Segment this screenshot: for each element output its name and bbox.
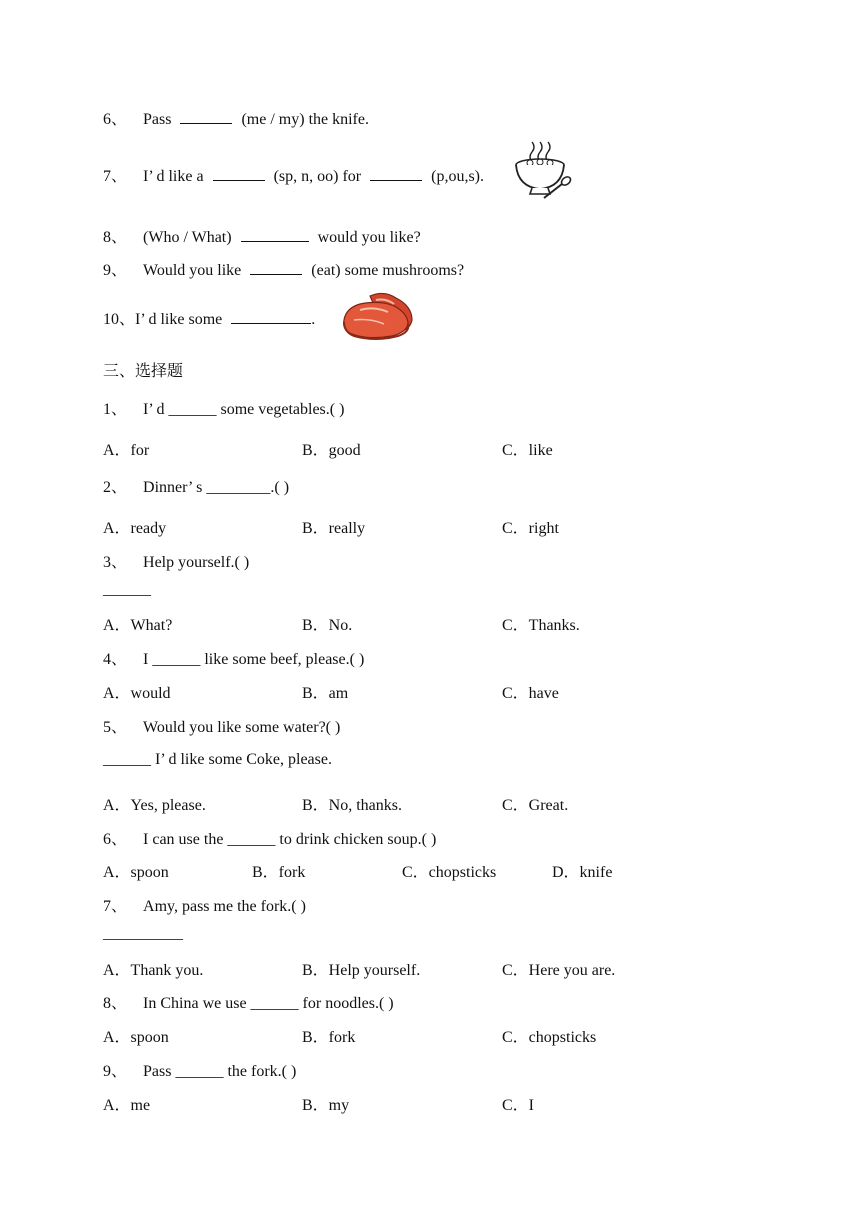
question-number: 8、: [103, 229, 128, 246]
question-stem: Would you like some water?( ): [143, 719, 341, 736]
question-number: 4、: [103, 651, 128, 668]
option-b[interactable]: B．No.: [302, 617, 353, 634]
option-b[interactable]: B．No, thanks.: [302, 797, 403, 814]
answer-blank[interactable]: [370, 168, 422, 181]
option-a[interactable]: A．would: [103, 685, 171, 702]
fill-question-9: [103, 257, 464, 280]
question-stem: In China we use ______ for noodles.( ): [143, 995, 394, 1012]
mc-question-5: [103, 714, 340, 737]
option-c[interactable]: C．chopsticks: [502, 1029, 597, 1046]
option-a[interactable]: A．for: [103, 442, 150, 459]
option-b[interactable]: B．really: [302, 520, 366, 537]
answer-line[interactable]: __________: [103, 925, 183, 942]
question-hint: (me / my) the knife.: [241, 111, 369, 128]
answer-blank[interactable]: [241, 229, 309, 242]
option-c[interactable]: C．Here you are.: [502, 962, 616, 979]
question-text: would you like?: [317, 229, 421, 246]
question-stem: Dinner’ s ________.( ): [143, 479, 290, 496]
answer-line[interactable]: ______ I’ d like some Coke, please.: [103, 751, 332, 768]
question-stem: I ______ like some beef, please.( ): [143, 651, 365, 668]
mc-question-6: [103, 826, 436, 849]
mc-question-8: [103, 990, 394, 1013]
question-hint: (sp, n, oo) for: [273, 168, 362, 185]
option-c[interactable]: C．Great.: [502, 797, 569, 814]
section-title: 三、选择题: [103, 363, 184, 380]
question-text: I’ d like some: [135, 311, 223, 328]
question-number: 2、: [103, 479, 128, 496]
question-number: 7、: [103, 898, 128, 915]
question-number: 6、: [103, 831, 128, 848]
question-number: 9、: [103, 1063, 128, 1080]
question-stem: Pass ______ the fork.( ): [143, 1063, 297, 1080]
question-text: (eat) some mushrooms?: [311, 262, 465, 279]
question-text: .: [311, 311, 316, 328]
option-d[interactable]: D．knife: [552, 864, 613, 881]
answer-blank[interactable]: [231, 311, 311, 324]
option-b[interactable]: B．fork: [302, 1029, 356, 1046]
question-stem: I’ d ______ some vegetables.( ): [143, 401, 345, 418]
mc-question-4: [103, 646, 364, 669]
question-text: I’ d like a: [143, 168, 204, 185]
question-hint: (p,ou,s).: [431, 168, 485, 185]
option-b[interactable]: B．Help yourself.: [302, 962, 421, 979]
fill-question-6: [103, 106, 369, 129]
fill-question-10: [103, 306, 315, 329]
fill-question-8: [103, 224, 421, 247]
beef-picture: [340, 290, 416, 342]
mc-question-1: [103, 396, 344, 419]
option-b[interactable]: B．am: [302, 685, 349, 702]
question-stem: Help yourself.( ): [143, 554, 250, 571]
soup-bowl-picture: [510, 138, 574, 206]
question-stem: I can use the ______ to drink chicken soup.( ): [143, 831, 437, 848]
question-number: 6、: [103, 111, 128, 128]
question-text: Pass: [143, 111, 172, 128]
mc-question-2: [103, 474, 289, 497]
question-number: 10、: [103, 311, 136, 328]
option-a[interactable]: A．Yes, please.: [103, 797, 206, 814]
question-number: 9、: [103, 262, 128, 279]
answer-blank[interactable]: [213, 168, 265, 181]
question-number: 7、: [103, 168, 128, 185]
option-a[interactable]: A．Thank you.: [103, 962, 204, 979]
mc-question-7: [103, 893, 306, 916]
option-b[interactable]: B．good: [302, 442, 361, 459]
option-c[interactable]: C．like: [502, 442, 553, 459]
mc-question-9: [103, 1058, 296, 1081]
question-number: 1、: [103, 401, 128, 418]
option-a[interactable]: A．spoon: [103, 1029, 169, 1046]
option-b[interactable]: B．fork: [252, 864, 306, 881]
answer-blank[interactable]: [180, 111, 232, 124]
option-c[interactable]: C．chopsticks: [402, 864, 497, 881]
answer-blank[interactable]: [250, 262, 302, 275]
option-c[interactable]: C．Thanks.: [502, 617, 580, 634]
mc-question-3: [103, 549, 249, 572]
question-number: 8、: [103, 995, 128, 1012]
option-c[interactable]: C．I: [502, 1097, 535, 1114]
question-text: Would you like: [143, 262, 242, 279]
fill-question-7: [103, 163, 484, 186]
option-a[interactable]: A．ready: [103, 520, 167, 537]
question-number: 5、: [103, 719, 128, 736]
option-c[interactable]: C．have: [502, 685, 559, 702]
question-number: 3、: [103, 554, 128, 571]
option-a[interactable]: A．me: [103, 1097, 151, 1114]
option-c[interactable]: C．right: [502, 520, 559, 537]
option-a[interactable]: A．spoon: [103, 864, 169, 881]
answer-line[interactable]: ______: [103, 581, 151, 598]
question-text: (Who / What): [143, 229, 232, 246]
option-b[interactable]: B．my: [302, 1097, 350, 1114]
option-a[interactable]: A．What?: [103, 617, 173, 634]
question-stem: Amy, pass me the fork.( ): [143, 898, 306, 915]
